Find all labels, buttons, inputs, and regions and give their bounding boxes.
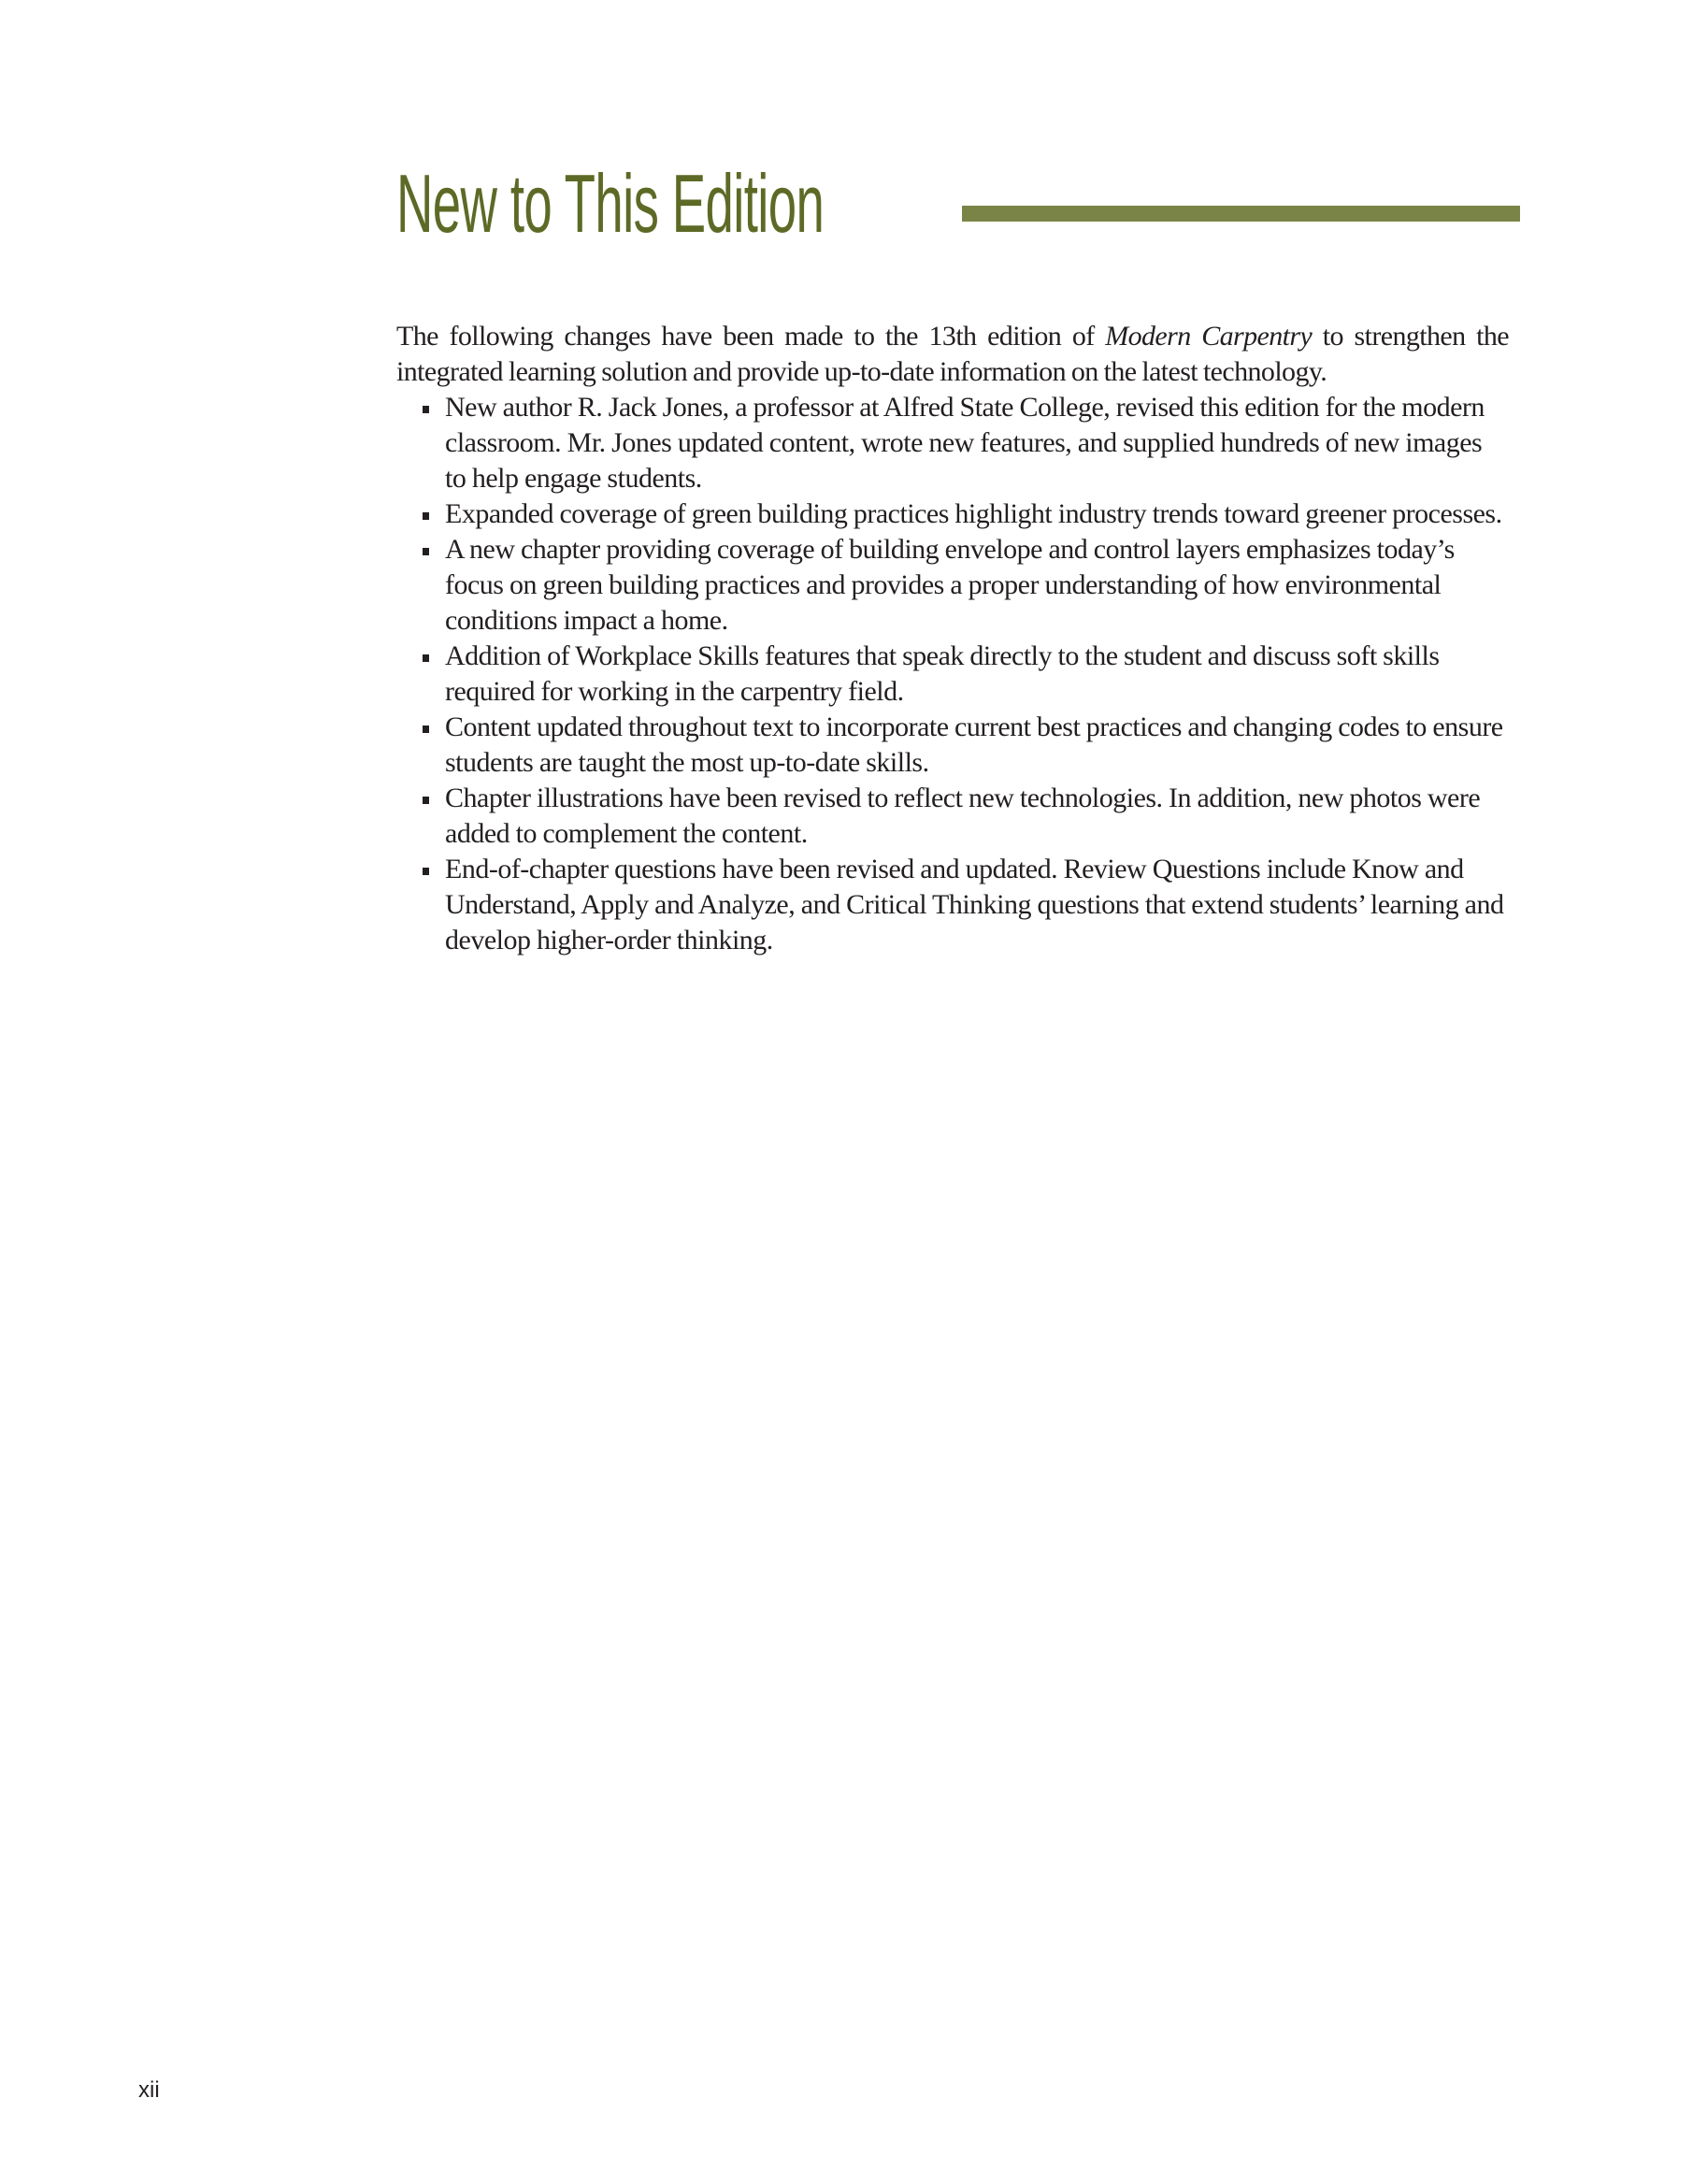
page-number: xii bbox=[138, 2077, 160, 2103]
square-bullet-icon bbox=[423, 406, 429, 413]
list-item bbox=[396, 532, 1509, 639]
changes-list bbox=[396, 390, 1509, 958]
list-item-text: Content updated throughout text to incorporate current best practices and changing codes to ensure students are taught the most up-to-date skills. bbox=[445, 711, 1503, 778]
list-item-text: Addition of Workplace Skills features that speak directly to the student and discuss soft skills required for working in the carpentry field. bbox=[445, 640, 1440, 707]
book-title: Modern Carpentry bbox=[1105, 321, 1313, 352]
square-bullet-icon bbox=[423, 654, 429, 662]
square-bullet-icon bbox=[423, 868, 429, 875]
list-item-text: Chapter illustrations have been revised to reflect new technologies. In addition, new photos were added to complement the content. bbox=[445, 783, 1481, 849]
list-item bbox=[396, 496, 1509, 532]
list-item-text: A new chapter providing coverage of building envelope and control layers emphasizes today’s focus on green building practices and provides a proper understanding of how environmental conditions impact a home. bbox=[445, 534, 1455, 636]
list-item bbox=[396, 781, 1509, 852]
square-bullet-icon bbox=[423, 548, 429, 555]
section-heading bbox=[396, 157, 1503, 251]
square-bullet-icon bbox=[423, 512, 429, 520]
list-item bbox=[396, 390, 1509, 496]
intro-text-after: to strengthen the integrated learning solution and provide up-to-date information on the latest technology. bbox=[396, 321, 1509, 387]
heading-rule-divider bbox=[962, 206, 1520, 222]
page-content bbox=[396, 319, 1509, 958]
intro-paragraph bbox=[396, 319, 1509, 390]
list-item-text: New author R. Jack Jones, a professor at Alfred State College, revised this edition for the modern classroom. Mr. Jones updated content, wrote new features, and supplied hundreds of new images to help engage students. bbox=[445, 392, 1485, 494]
list-item bbox=[396, 639, 1509, 710]
list-item-text: Expanded coverage of green building practices highlight industry trends toward greener processes. bbox=[445, 498, 1502, 529]
square-bullet-icon bbox=[423, 797, 429, 804]
list-item-text: End-of-chapter questions have been revised and updated. Review Questions include Know and Understand, Apply and Analyze, and Critical Thinking questions that extend students’ learning and develop higher-order thinking. bbox=[445, 854, 1504, 956]
square-bullet-icon bbox=[423, 726, 429, 733]
intro-text-before: The following changes have been made to the 13th edition of bbox=[396, 321, 1106, 352]
list-item bbox=[396, 710, 1509, 781]
page-title: New to This Edition bbox=[396, 157, 825, 250]
list-item bbox=[396, 852, 1509, 958]
